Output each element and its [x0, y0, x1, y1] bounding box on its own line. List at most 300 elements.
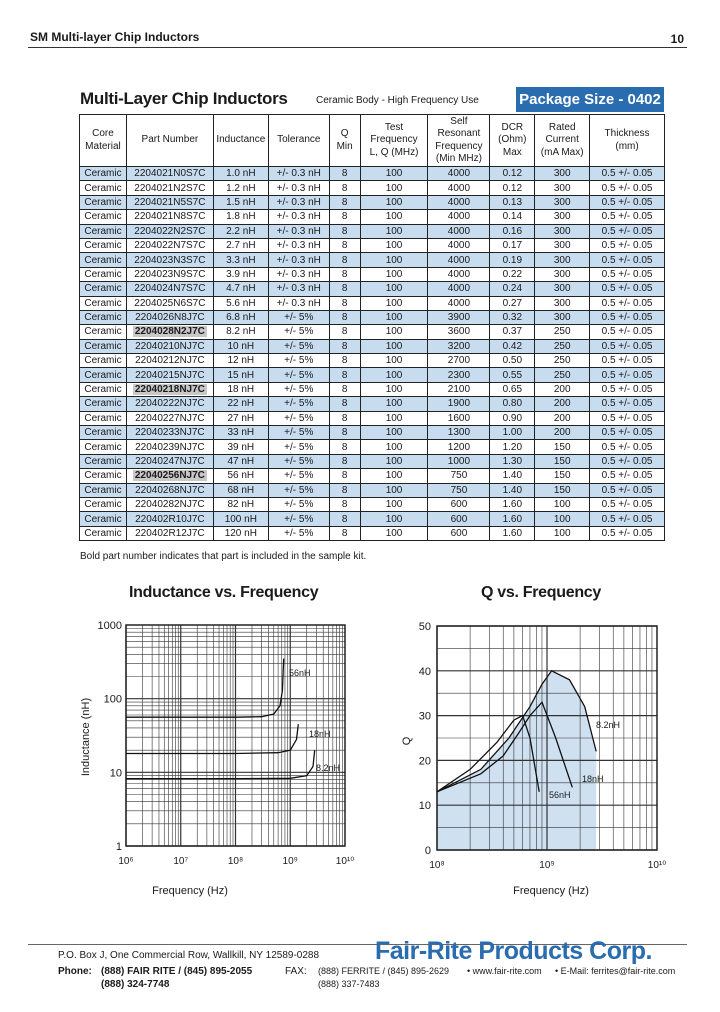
cell-inductance: 1.5 nH: [213, 195, 268, 209]
y-tick-label: 10: [109, 767, 122, 780]
cell-dcr: 0.24: [490, 282, 535, 296]
y-tick-label: 30: [418, 710, 431, 723]
cell-core-material: Ceramic: [80, 483, 127, 497]
part-number-text: 22040222NJ7C: [135, 398, 205, 410]
cell-self-resonant: 2700: [428, 354, 490, 368]
cell-core-material: Ceramic: [80, 195, 127, 209]
y-tick-label: 0: [424, 845, 431, 857]
footer-email[interactable]: • E-Mail: ferrites@fair-rite.com: [555, 966, 676, 976]
y-tick-label: 50: [418, 621, 431, 633]
cell-dcr: 1.60: [490, 512, 535, 526]
part-number-text: 2204023N3S7C: [134, 254, 206, 266]
cell-test-frequency: 100: [360, 354, 428, 368]
cell-core-material: Ceramic: [80, 310, 127, 324]
cell-thickness: 0.5 +/- 0.05: [590, 426, 665, 440]
x-tick-label: 10⁷: [173, 856, 189, 867]
col-q-min: Q Min: [329, 115, 360, 167]
part-number-text: 2204026N8J7C: [135, 312, 205, 324]
part-number-text: 2204025N6S7C: [134, 297, 206, 309]
col-rated-current: Rated Current (mA Max): [535, 115, 590, 167]
part-number-text: 22040268NJ7C: [135, 484, 205, 496]
cell-q-min: 8: [329, 497, 360, 511]
cell-test-frequency: 100: [360, 469, 428, 483]
cell-inductance: 82 nH: [213, 497, 268, 511]
cell-rated-current: 250: [535, 325, 590, 339]
cell-tolerance: +/- 5%: [268, 426, 329, 440]
cell-rated-current: 300: [535, 267, 590, 281]
cell-thickness: 0.5 +/- 0.05: [590, 167, 665, 181]
cell-test-frequency: 100: [360, 282, 428, 296]
cell-rated-current: 100: [535, 526, 590, 540]
cell-self-resonant: 600: [428, 526, 490, 540]
cell-q-min: 8: [329, 426, 360, 440]
cell-rated-current: 250: [535, 339, 590, 353]
cell-dcr: 0.16: [490, 224, 535, 238]
cell-core-material: Ceramic: [80, 167, 127, 181]
cell-rated-current: 150: [535, 483, 590, 497]
cell-tolerance: +/- 0.3 nH: [268, 267, 329, 281]
part-number-text: 2204021N8S7C: [134, 211, 206, 223]
cell-q-min: 8: [329, 469, 360, 483]
cell-rated-current: 250: [535, 368, 590, 382]
cell-core-material: Ceramic: [80, 181, 127, 195]
x-tick-label: 10⁸: [227, 856, 244, 867]
cell-core-material: Ceramic: [80, 238, 127, 252]
cell-self-resonant: 4000: [428, 282, 490, 296]
series-label: 18nH: [582, 774, 604, 784]
footer-address: P.O. Box J, One Commercial Row, Wallkill, NY 12589-0288: [58, 950, 320, 961]
cell-dcr: 0.19: [490, 253, 535, 267]
cell-test-frequency: 100: [360, 512, 428, 526]
cell-dcr: 0.17: [490, 238, 535, 252]
cell-dcr: 0.13: [490, 195, 535, 209]
cell-self-resonant: 1300: [428, 426, 490, 440]
cell-dcr: 0.90: [490, 411, 535, 425]
cell-thickness: 0.5 +/- 0.05: [590, 282, 665, 296]
cell-inductance: 1.2 nH: [213, 181, 268, 195]
cell-inductance: 5.6 nH: [213, 296, 268, 310]
cell-tolerance: +/- 5%: [268, 469, 329, 483]
cell-rated-current: 200: [535, 411, 590, 425]
cell-tolerance: +/- 5%: [268, 354, 329, 368]
cell-rated-current: 200: [535, 382, 590, 396]
cell-test-frequency: 100: [360, 181, 428, 195]
series-label: 8.2nH: [596, 720, 621, 730]
cell-test-frequency: 100: [360, 368, 428, 382]
col-inductance: Inductance: [213, 115, 268, 167]
cell-core-material: Ceramic: [80, 512, 127, 526]
cell-tolerance: +/- 5%: [268, 325, 329, 339]
cell-self-resonant: 4000: [428, 296, 490, 310]
cell-tolerance: +/- 5%: [268, 526, 329, 540]
part-number-text: 220402R10J7C: [135, 513, 205, 525]
cell-q-min: 8: [329, 181, 360, 195]
cell-test-frequency: 100: [360, 382, 428, 396]
part-number-text: 22040215NJ7C: [135, 369, 205, 381]
y-tick-label: 10: [418, 800, 431, 813]
cell-dcr: 0.14: [490, 210, 535, 224]
cell-rated-current: 150: [535, 440, 590, 454]
cell-tolerance: +/- 0.3 nH: [268, 224, 329, 238]
part-number-text: 2204022N7S7C: [134, 240, 206, 252]
cell-q-min: 8: [329, 483, 360, 497]
cell-core-material: Ceramic: [80, 282, 127, 296]
cell-dcr: 0.37: [490, 325, 535, 339]
cell-self-resonant: 2300: [428, 368, 490, 382]
package-size-badge: Package Size - 0402: [516, 87, 664, 112]
cell-dcr: 1.00: [490, 426, 535, 440]
cell-inductance: 4.7 nH: [213, 282, 268, 296]
y-tick-label: 1000: [97, 620, 122, 632]
cell-thickness: 0.5 +/- 0.05: [590, 512, 665, 526]
cell-rated-current: 150: [535, 469, 590, 483]
cell-core-material: Ceramic: [80, 253, 127, 267]
cell-dcr: 0.50: [490, 354, 535, 368]
series-line-8.2nH: [126, 750, 315, 779]
cell-thickness: 0.5 +/- 0.05: [590, 411, 665, 425]
cell-test-frequency: 100: [360, 210, 428, 224]
cell-core-material: Ceramic: [80, 440, 127, 454]
cell-q-min: 8: [329, 195, 360, 209]
col-core-material: Core Material: [80, 115, 127, 167]
cell-q-min: 8: [329, 440, 360, 454]
footer-phone-2: (888) 324-7748: [101, 979, 170, 990]
cell-rated-current: 100: [535, 497, 590, 511]
cell-rated-current: 300: [535, 195, 590, 209]
cell-self-resonant: 1600: [428, 411, 490, 425]
part-number-text: 2204024N7S7C: [134, 283, 206, 295]
cell-rated-current: 300: [535, 282, 590, 296]
cell-self-resonant: 2100: [428, 382, 490, 396]
cell-core-material: Ceramic: [80, 210, 127, 224]
cell-rated-current: 300: [535, 181, 590, 195]
table-subtitle: Ceramic Body - High Frequency Use: [316, 95, 479, 106]
cell-test-frequency: 100: [360, 267, 428, 281]
cell-test-frequency: 100: [360, 483, 428, 497]
x-tick-label: 10¹⁰: [647, 860, 667, 871]
x-tick-label: 10⁹: [282, 856, 298, 867]
y-tick-label: 40: [418, 665, 431, 678]
cell-q-min: 8: [329, 397, 360, 411]
cell-core-material: Ceramic: [80, 526, 127, 540]
cell-rated-current: 200: [535, 397, 590, 411]
cell-core-material: Ceramic: [80, 296, 127, 310]
cell-inductance: 68 nH: [213, 483, 268, 497]
part-number-text: 2204021N5S7C: [134, 196, 206, 208]
cell-q-min: 8: [329, 339, 360, 353]
cell-tolerance: +/- 5%: [268, 397, 329, 411]
cell-test-frequency: 100: [360, 454, 428, 468]
cell-test-frequency: 100: [360, 224, 428, 238]
cell-q-min: 8: [329, 368, 360, 382]
table-footnote: Bold part number indicates that part is included in the sample kit.: [80, 551, 367, 562]
part-number-text: 22040247NJ7C: [135, 456, 205, 467]
cell-inductance: 2.2 nH: [213, 224, 268, 238]
cell-core-material: Ceramic: [80, 325, 127, 339]
cell-thickness: 0.5 +/- 0.05: [590, 253, 665, 267]
cell-dcr: 1.40: [490, 469, 535, 483]
part-number-text: 22040218NJ7C: [134, 384, 205, 396]
footer-website[interactable]: • www.fair-rite.com: [467, 966, 542, 976]
cell-tolerance: +/- 0.3 nH: [268, 181, 329, 195]
cell-q-min: 8: [329, 454, 360, 468]
cell-inductance: 8.2 nH: [213, 325, 268, 339]
cell-test-frequency: 100: [360, 325, 428, 339]
x-tick-label: 10⁸: [429, 860, 445, 871]
cell-q-min: 8: [329, 325, 360, 339]
part-number-text: 22040282NJ7C: [135, 499, 205, 511]
col-self-resonant: Self Resonant Frequency (Min MHz): [428, 115, 490, 167]
cell-dcr: 0.22: [490, 267, 535, 281]
cell-test-frequency: 100: [360, 339, 428, 353]
cell-self-resonant: 4000: [428, 210, 490, 224]
series-line-56nH: [126, 659, 284, 718]
cell-dcr: 1.30: [490, 454, 535, 468]
cell-self-resonant: 4000: [428, 181, 490, 195]
series-label: 56nH: [289, 668, 311, 678]
cell-tolerance: +/- 0.3 nH: [268, 167, 329, 181]
cell-rated-current: 300: [535, 224, 590, 238]
cell-tolerance: +/- 5%: [268, 368, 329, 382]
part-number-text: 2204021N2S7C: [134, 182, 206, 194]
cell-test-frequency: 100: [360, 426, 428, 440]
cell-dcr: 0.65: [490, 382, 535, 396]
cell-self-resonant: 600: [428, 497, 490, 511]
cell-thickness: 0.5 +/- 0.05: [590, 238, 665, 252]
cell-thickness: 0.5 +/- 0.05: [590, 296, 665, 310]
cell-inductance: 10 nH: [213, 339, 268, 353]
cell-tolerance: +/- 5%: [268, 339, 329, 353]
x-tick-label: 10⁶: [118, 856, 134, 867]
cell-rated-current: 300: [535, 296, 590, 310]
cell-core-material: Ceramic: [80, 339, 127, 353]
cell-thickness: 0.5 +/- 0.05: [590, 382, 665, 396]
cell-test-frequency: 100: [360, 526, 428, 540]
cell-dcr: 0.32: [490, 310, 535, 324]
cell-dcr: 1.60: [490, 497, 535, 511]
footer-fax: (888) FERRITE / (845) 895-2629: [318, 966, 450, 976]
cell-inductance: 100 nH: [213, 512, 268, 526]
cell-inductance: 22 nH: [213, 397, 268, 411]
cell-self-resonant: 4000: [428, 267, 490, 281]
cell-rated-current: 300: [535, 210, 590, 224]
cell-core-material: Ceramic: [80, 368, 127, 382]
cell-tolerance: +/- 5%: [268, 512, 329, 526]
cell-q-min: 8: [329, 411, 360, 425]
part-number-text: 22040233NJ7C: [135, 427, 205, 439]
col-thickness: Thickness (mm): [590, 115, 665, 167]
footer-fax-label: FAX:: [285, 966, 307, 977]
cell-q-min: 8: [329, 224, 360, 238]
cell-thickness: 0.5 +/- 0.05: [590, 267, 665, 281]
cell-q-min: 8: [329, 238, 360, 252]
cell-rated-current: 250: [535, 354, 590, 368]
cell-inductance: 18 nH: [213, 382, 268, 396]
cell-dcr: 0.80: [490, 397, 535, 411]
col-part-number: Part Number: [126, 115, 213, 167]
cell-thickness: 0.5 +/- 0.05: [590, 469, 665, 483]
cell-tolerance: +/- 5%: [268, 497, 329, 511]
part-number-text: 2204021N0S7C: [134, 168, 206, 180]
part-number-text: 22040256NJ7C: [134, 470, 205, 482]
cell-core-material: Ceramic: [80, 354, 127, 368]
cell-test-frequency: 100: [360, 167, 428, 181]
cell-inductance: 1.8 nH: [213, 210, 268, 224]
cell-core-material: Ceramic: [80, 267, 127, 281]
part-number-text: 22040227NJ7C: [135, 412, 205, 424]
cell-inductance: 6.8 nH: [213, 310, 268, 324]
cell-self-resonant: 4000: [428, 224, 490, 238]
cell-q-min: 8: [329, 210, 360, 224]
cell-self-resonant: 4000: [428, 238, 490, 252]
header-title: SM Multi-layer Chip Inductors: [30, 30, 200, 44]
cell-q-min: 8: [329, 526, 360, 540]
cell-thickness: 0.5 +/- 0.05: [590, 526, 665, 540]
y-tick-label: 1: [115, 841, 122, 853]
col-test-frequency: Test Frequency L, Q (MHz): [360, 115, 428, 167]
cell-core-material: Ceramic: [80, 397, 127, 411]
cell-core-material: Ceramic: [80, 497, 127, 511]
part-number-text: 22040212NJ7C: [135, 355, 205, 367]
cell-tolerance: +/- 0.3 nH: [268, 282, 329, 296]
cell-tolerance: +/- 0.3 nH: [268, 210, 329, 224]
cell-thickness: 0.5 +/- 0.05: [590, 224, 665, 238]
cell-core-material: Ceramic: [80, 469, 127, 483]
cell-tolerance: +/- 0.3 nH: [268, 195, 329, 209]
cell-tolerance: +/- 5%: [268, 411, 329, 425]
cell-q-min: 8: [329, 354, 360, 368]
cell-self-resonant: 4000: [428, 253, 490, 267]
x-tick-label: 10¹⁰: [335, 856, 355, 867]
cell-thickness: 0.5 +/- 0.05: [590, 397, 665, 411]
cell-self-resonant: 4000: [428, 195, 490, 209]
cell-core-material: Ceramic: [80, 382, 127, 396]
cell-rated-current: 300: [535, 167, 590, 181]
part-number-text: 2204028N2J7C: [134, 326, 205, 338]
cell-self-resonant: 1200: [428, 440, 490, 454]
part-number-text: 220402R12J7C: [135, 527, 205, 539]
series-label: 18nH: [309, 729, 331, 739]
q-x-axis-label: Frequency (Hz): [513, 885, 589, 897]
cell-q-min: 8: [329, 282, 360, 296]
footer-fax-2: (888) 337-7483: [318, 979, 380, 989]
cell-test-frequency: 100: [360, 440, 428, 454]
cell-rated-current: 300: [535, 253, 590, 267]
cell-thickness: 0.5 +/- 0.05: [590, 440, 665, 454]
cell-tolerance: +/- 0.3 nH: [268, 296, 329, 310]
cell-inductance: 27 nH: [213, 411, 268, 425]
cell-inductance: 39 nH: [213, 440, 268, 454]
q-chart-title: Q vs. Frequency: [481, 584, 601, 601]
cell-rated-current: 100: [535, 512, 590, 526]
cell-dcr: 1.60: [490, 526, 535, 540]
brand-logo-text: Fair-Rite Products Corp.: [375, 937, 652, 965]
cell-tolerance: +/- 5%: [268, 483, 329, 497]
y-tick-label: 20: [418, 755, 431, 768]
series-label: 56nH: [549, 790, 571, 800]
cell-dcr: 0.55: [490, 368, 535, 382]
inductance-y-axis-label: Inductance (nH): [80, 697, 92, 777]
cell-core-material: Ceramic: [80, 411, 127, 425]
cell-thickness: 0.5 +/- 0.05: [590, 325, 665, 339]
part-number-text: 22040210NJ7C: [135, 340, 205, 352]
cell-self-resonant: 1000: [428, 454, 490, 468]
cell-core-material: Ceramic: [80, 224, 127, 238]
cell-dcr: 0.27: [490, 296, 535, 310]
cell-test-frequency: 100: [360, 238, 428, 252]
cell-q-min: 8: [329, 253, 360, 267]
cell-tolerance: +/- 5%: [268, 454, 329, 468]
cell-core-material: Ceramic: [80, 426, 127, 440]
cell-dcr: 0.12: [490, 167, 535, 181]
cell-thickness: 0.5 +/- 0.05: [590, 181, 665, 195]
part-number-text: 2204023N9S7C: [134, 268, 206, 280]
cell-test-frequency: 100: [360, 253, 428, 267]
part-number-text: 2204022N2S7C: [134, 225, 206, 237]
cell-tolerance: +/- 5%: [268, 382, 329, 396]
cell-rated-current: 200: [535, 426, 590, 440]
cell-tolerance: +/- 5%: [268, 440, 329, 454]
cell-self-resonant: 3600: [428, 325, 490, 339]
cell-dcr: 0.12: [490, 181, 535, 195]
page-number: 10: [670, 32, 684, 46]
cell-inductance: 2.7 nH: [213, 238, 268, 252]
cell-inductance: 47 nH: [213, 454, 268, 468]
cell-rated-current: 150: [535, 454, 590, 468]
col-tolerance: Tolerance: [268, 115, 329, 167]
cell-tolerance: +/- 5%: [268, 310, 329, 324]
cell-self-resonant: 3900: [428, 310, 490, 324]
cell-inductance: 1.0 nH: [213, 167, 268, 181]
cell-test-frequency: 100: [360, 296, 428, 310]
cell-self-resonant: 1900: [428, 397, 490, 411]
cell-self-resonant: 600: [428, 512, 490, 526]
cell-test-frequency: 100: [360, 411, 428, 425]
cell-self-resonant: 750: [428, 469, 490, 483]
cell-thickness: 0.5 +/- 0.05: [590, 483, 665, 497]
cell-inductance: 120 nH: [213, 526, 268, 540]
cell-thickness: 0.5 +/- 0.05: [590, 354, 665, 368]
cell-test-frequency: 100: [360, 497, 428, 511]
cell-self-resonant: 4000: [428, 167, 490, 181]
cell-thickness: 0.5 +/- 0.05: [590, 310, 665, 324]
table-title: Multi-Layer Chip Inductors: [80, 89, 288, 108]
cell-core-material: Ceramic: [80, 454, 127, 468]
series-label: 8.2nH: [316, 763, 341, 773]
cell-thickness: 0.5 +/- 0.05: [590, 497, 665, 511]
cell-thickness: 0.5 +/- 0.05: [590, 339, 665, 353]
q-y-axis-label: Q: [401, 736, 413, 746]
cell-dcr: 0.42: [490, 339, 535, 353]
cell-rated-current: 300: [535, 238, 590, 252]
cell-tolerance: +/- 0.3 nH: [268, 253, 329, 267]
cell-q-min: 8: [329, 310, 360, 324]
cell-inductance: 56 nH: [213, 469, 268, 483]
cell-q-min: 8: [329, 267, 360, 281]
part-number-text: 22040239NJ7C: [135, 441, 205, 453]
cell-test-frequency: 100: [360, 310, 428, 324]
cell-thickness: 0.5 +/- 0.05: [590, 368, 665, 382]
footer-phone-label: Phone:: [58, 966, 92, 977]
footer-phone: (888) FAIR RITE / (845) 895-2055: [101, 966, 253, 977]
col-dcr: DCR (Ohm) Max: [490, 115, 535, 167]
inductance-chart-title: Inductance vs. Frequency: [129, 584, 319, 601]
cell-thickness: 0.5 +/- 0.05: [590, 454, 665, 468]
cell-inductance: 3.3 nH: [213, 253, 268, 267]
cell-inductance: 33 nH: [213, 426, 268, 440]
cell-self-resonant: 3200: [428, 339, 490, 353]
cell-test-frequency: 100: [360, 195, 428, 209]
